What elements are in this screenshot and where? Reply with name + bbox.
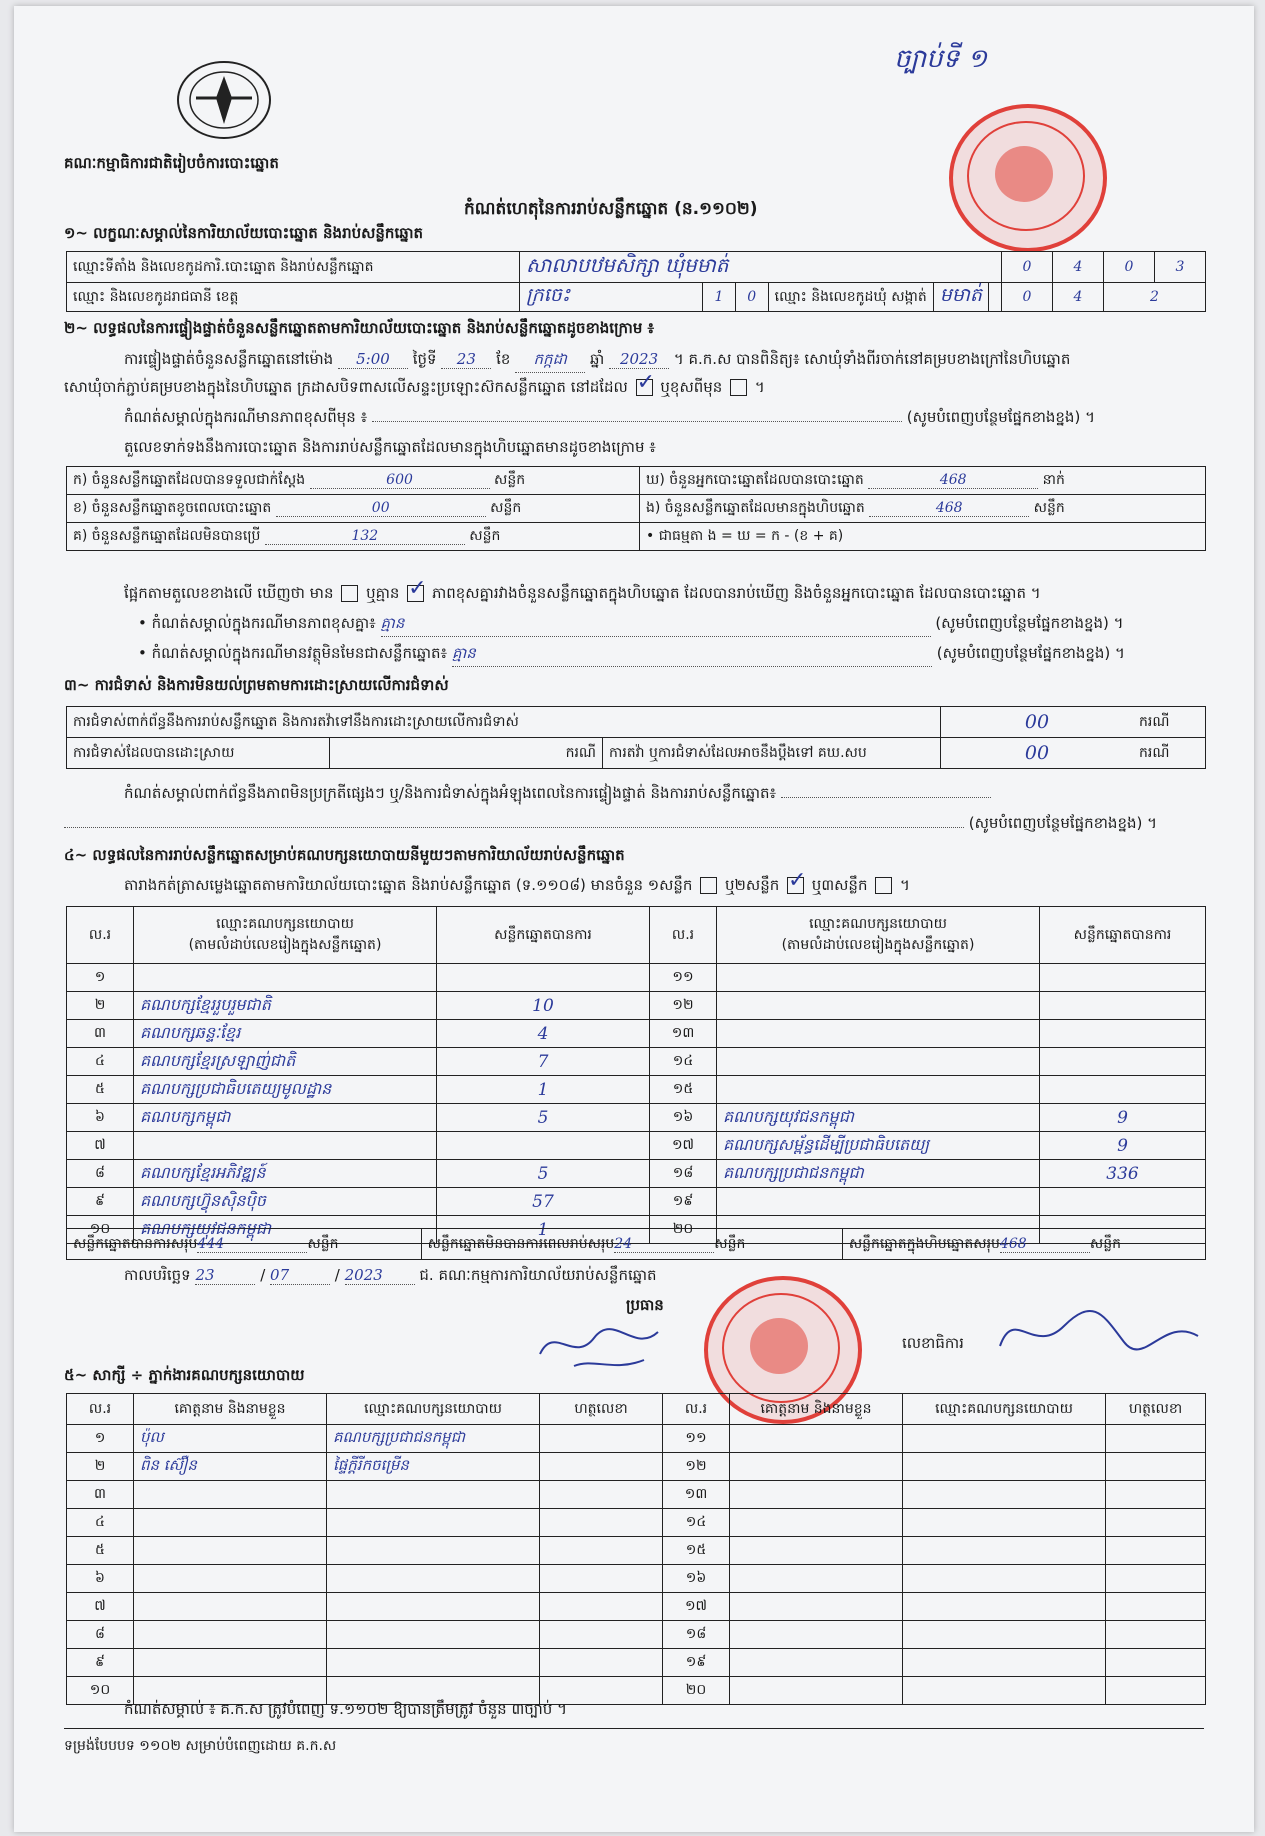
bullet-difference (138, 614, 1124, 637)
unit-label: សន្លឹក (490, 500, 522, 516)
party-name (717, 992, 1040, 1020)
party-votes: 1 (437, 1076, 650, 1104)
total-valid-label: សន្លឹកឆ្នោតបានការសរុប (73, 1235, 198, 1252)
appeals-value: 00 (1024, 742, 1050, 764)
witness-name (730, 1453, 903, 1481)
location-label: ឈ្មោះទីតាំង និងលេខកូដការិ.បោះឆ្នោត និងរាប់សន្លឹកឆ្នោត (67, 252, 520, 283)
two-sheet-checkbox[interactable] (787, 877, 804, 894)
check-time-value: 5:00 (338, 350, 408, 369)
col-party: ឈ្មោះគណបក្សនយោបាយ (809, 916, 947, 932)
party-votes: 10 (437, 992, 650, 1020)
footer-note: កំណត់សម្គាល់ ៖ គ.ក.ស ត្រូវបំពេញ ទ.១១០២ ឱ្យបានត្រឹមត្រូវ ចំនួន ៣ច្បាប់ ។ (124, 1700, 567, 1718)
bullet-objects-label: • កំណត់សម្គាល់ក្នុងករណីមានវត្ថុមិនមែនជាសន្លឹកឆ្នោត៖ (138, 644, 448, 662)
totals-table (66, 1228, 1206, 1260)
commune-code-digit: 0 (1022, 289, 1032, 305)
row-no: ៣ (67, 1020, 134, 1048)
unit-label: សន្លឹក (1089, 1235, 1122, 1252)
table-row (67, 1509, 1206, 1537)
witness-signature (1106, 1425, 1206, 1453)
case-unit: ករណី (1133, 707, 1206, 738)
check-day-value: 23 (441, 350, 491, 369)
party-name: គណបក្សឆន្ទៈខ្មែរ (134, 1020, 437, 1048)
committee-name: គណៈកម្មាធិការជាតិរៀបចំការបោះឆ្នោត (64, 154, 279, 172)
row-no: ២ (67, 992, 134, 1020)
fill-more-note: (សូមបំពេញបន្ថែមផ្នែកខាងខ្នង) ។ (936, 644, 1125, 662)
voters-value: 468 (868, 472, 1038, 489)
witness-name (134, 1593, 327, 1621)
bullet-objects (138, 644, 1125, 667)
row-no: ៧ (67, 1132, 134, 1160)
witness-party (903, 1621, 1106, 1649)
party-votes: 5 (437, 1160, 650, 1188)
row-no: ១៧ (650, 1132, 717, 1160)
difference-prefix: ផ្អែកតាមតួលេខខាងលើ ឃើញថា មាន (124, 584, 334, 602)
resolved-label: ការជំទាស់ដែលបានដោះស្រាយ (67, 738, 330, 769)
voters-label: ឃ) ចំនួនអ្នកបោះឆ្នោតដែលបានបោះឆ្នោត (646, 472, 864, 488)
different-option-label: ឬខុសពីមុន (660, 378, 723, 396)
table-row (67, 1132, 1206, 1160)
party-votes: 4 (437, 1020, 650, 1048)
col-party-sub: (តាមលំដាប់លេខរៀងក្នុងសន្លឹកឆ្នោត) (188, 937, 382, 953)
table-row (67, 1104, 1206, 1132)
province-code-digit: 0 (747, 289, 757, 305)
party-name: គណបក្សយុវជនកម្ពុជា (717, 1104, 1040, 1132)
party-votes (1040, 1048, 1206, 1076)
table-row (67, 1565, 1206, 1593)
party-votes: 336 (1040, 1160, 1206, 1188)
witness-party (327, 1565, 540, 1593)
witness-signature (1106, 1649, 1206, 1677)
party-votes (437, 1132, 650, 1160)
row-no: ៧ (67, 1593, 134, 1621)
objections-label: ការជំទាស់ពាក់ព័ន្ធនឹងការរាប់សន្លឹកឆ្នោត និងការតវ៉ាទៅនឹងការដោះស្រាយលើការជំទាស់ (67, 707, 941, 738)
witness-signature (1106, 1537, 1206, 1565)
witness-name (134, 1565, 327, 1593)
witness-signature (540, 1621, 663, 1649)
case-unit: ករណី (330, 738, 603, 769)
witness-party (903, 1481, 1106, 1509)
row-no: ១៩ (663, 1649, 730, 1677)
witness-signature (540, 1481, 663, 1509)
unit-label: សន្លឹក (1033, 500, 1065, 516)
difference-note-label: កំណត់សម្គាល់ក្នុងករណីមានភាពខុសពីមុន ៖ (124, 408, 368, 426)
secretary-label: លេខាធិការ (902, 1334, 964, 1352)
objections-value: 00 (1024, 711, 1050, 733)
row-no: ១៣ (650, 1020, 717, 1048)
witness-signature (1106, 1565, 1206, 1593)
section5-heading: ៥~ សាក្សី ÷ ភ្នាក់ងារគណបក្សនយោបាយ (64, 1366, 305, 1384)
same-checkbox[interactable] (636, 379, 653, 396)
nec-logo-icon (174, 58, 274, 144)
table-row (67, 964, 1206, 992)
witness-signature (540, 1509, 663, 1537)
table-row (67, 1649, 1206, 1677)
witness-party (903, 1593, 1106, 1621)
witness-party (903, 1565, 1106, 1593)
table-row (67, 1020, 1206, 1048)
commune-label: ឈ្មោះ និងលេខកូដឃុំ សង្កាត់ (768, 283, 933, 311)
table-row (67, 1453, 1206, 1481)
three-sheet-checkbox[interactable] (875, 877, 892, 894)
formula-text: ជាធម្មតា ង = ឃ = ក - (ខ + គ) (658, 528, 844, 544)
row-no: ១៦ (650, 1104, 717, 1132)
party-name: គណបក្សខ្មែរស្រឡាញ់ជាតិ (134, 1048, 437, 1076)
col-party-sub: (តាមលំដាប់លេខរៀងក្នុងសន្លឹកឆ្នោត) (781, 937, 975, 953)
table-row (67, 1425, 1206, 1453)
location-code-digit: 4 (1073, 259, 1083, 275)
witness-party (327, 1481, 540, 1509)
col-sign: ហត្ថលេខា (1106, 1394, 1206, 1425)
row-no: ១២ (650, 992, 717, 1020)
table-row (67, 992, 1206, 1020)
witness-party: ផ្ទៃក្តីរីកចម្រើន (327, 1453, 540, 1481)
seal-status-text: សោឃុំចាក់ភ្ជាប់គម្របខាងក្នុងនៃហិបឆ្នោត ក្រដាសបិទពាសលើសន្ទះប្រឡោះស៊កសន្លឹកឆ្នោត នៅដដែល (64, 378, 628, 396)
appeals-label: ការតវ៉ា ឬការជំទាស់ដែលអាចនឹងប្តឹងទៅ គឃ.សប (603, 738, 941, 769)
witness-party (903, 1677, 1106, 1705)
irregularity-note: កំណត់សម្គាល់ពាក់ព័ន្ធនឹងភាពមិនប្រក្រតីផ្សេងៗ ឬ/និងការជំទាស់ក្នុងអំឡុងពេលនៃការផ្ទៀងផ្ទាត់ និងការរាប់សន្លឹកឆ្នោត៖ (124, 784, 777, 802)
received-label: ក) ចំនួនសន្លឹកឆ្នោតដែលបានទទួលជាក់ស្តែង (73, 472, 306, 488)
total-box-value: 468 (1000, 1236, 1090, 1253)
row-no: ៨ (67, 1160, 134, 1188)
row-no: ៩ (67, 1649, 134, 1677)
party-votes: 7 (437, 1048, 650, 1076)
date-line: កាលបរិច្ឆេទ 23 / 07 / 2023 ជ. គណៈកម្មការការិយាល័យរាប់សន្លឹកឆ្នោត (124, 1266, 657, 1284)
witness-name (730, 1425, 903, 1453)
witness-signature (540, 1425, 663, 1453)
party-votes (1040, 964, 1206, 992)
commune-code-digit: 4 (1073, 289, 1083, 305)
row-no: ១៥ (663, 1537, 730, 1565)
check-time-label: ការផ្ទៀងផ្ទាត់ចំនួនសន្លឹកឆ្នោតនៅម៉ោង (124, 350, 334, 368)
spoiled-value: 00 (276, 500, 486, 517)
no-difference-label: ឬគ្មាន (366, 584, 400, 602)
party-votes (1040, 1076, 1206, 1104)
unit-label: សន្លឹក (714, 1235, 746, 1252)
received-value: 600 (310, 472, 490, 489)
party-votes: 5 (437, 1104, 650, 1132)
witness-name (730, 1481, 903, 1509)
party-name (717, 1188, 1040, 1216)
table-row (67, 1593, 1206, 1621)
location-code-digit: 3 (1175, 259, 1185, 275)
row-no: ១៦ (663, 1565, 730, 1593)
bullet-objects-value: គ្មាន (452, 644, 932, 667)
date-year: 2023 (345, 1266, 415, 1285)
table-row (67, 1481, 1206, 1509)
check-time-line (124, 350, 1070, 373)
party-votes (1040, 992, 1206, 1020)
row-no: ១៧ (663, 1593, 730, 1621)
col-name: គោត្តនាម និងនាមខ្លួន (730, 1394, 903, 1425)
date-label: កាលបរិច្ឆេទ (124, 1266, 191, 1284)
witness-name (730, 1677, 903, 1705)
check-year-value: 2023 (609, 350, 669, 369)
witness-signature (1106, 1509, 1206, 1537)
figures-intro: តួលេខទាក់ទងនឹងការបោះឆ្នោត និងការរាប់សន្លឹកឆ្នោតដែលមានក្នុងហិបឆ្នោតមានដូចខាងក្រោម ៖ (124, 438, 656, 456)
party-name: គណបក្សប្រជាធិបតេយ្យមូលដ្ឋាន (134, 1076, 437, 1104)
row-no: ១៨ (663, 1621, 730, 1649)
secretary-signature-icon (994, 1296, 1204, 1366)
row-no: ៦ (67, 1565, 134, 1593)
chair-label: ប្រធាន (626, 1296, 664, 1314)
table-row (67, 1188, 1206, 1216)
party-name (134, 964, 437, 992)
party-votes (1040, 1020, 1206, 1048)
party-name: គណបក្សហ៊្វុនស៊ិនប៉ិច (134, 1188, 437, 1216)
witness-name: ប៉ុល (134, 1425, 327, 1453)
witness-name (134, 1509, 327, 1537)
check-day-label: ថ្ងៃទី (412, 350, 437, 368)
tally-intro-line: តារាងកត់ត្រាសម្លេងឆ្នោតតាមការិយាល័យបោះឆ្នោត និងរាប់សន្លឹកឆ្នោត (ទ.១១០៨) មានចំនួន ១សន្លឹក ឬ២សន្លឹក ✓ ឬ៣សន្លឹក ។ (124, 876, 910, 898)
corner-note: ច្បាប់ទី ១ (894, 44, 988, 74)
col-party: ឈ្មោះគណបក្សនយោបាយ (327, 1394, 540, 1425)
two-sheet-label: ឬ២សន្លឹក (725, 876, 780, 894)
col-sign: ហត្ថលេខា (540, 1394, 663, 1425)
one-sheet-checkbox[interactable] (700, 877, 717, 894)
total-invalid-label: សន្លឹកឆ្នោតមិនបានការពេលរាប់សរុប (427, 1235, 615, 1252)
witness-signature (540, 1453, 663, 1481)
date-month: 07 (270, 1266, 330, 1285)
difference-line (124, 584, 1041, 606)
location-table (66, 251, 1206, 312)
col-no: ល.រ (650, 907, 717, 964)
row-no: ១៨ (650, 1160, 717, 1188)
row-no: ៤ (67, 1509, 134, 1537)
province-label: ឈ្មោះ និងលេខកូដរាជធានី ខេត្ត (67, 283, 520, 312)
objections-table (66, 706, 1206, 769)
party-name (717, 964, 1040, 992)
unused-value: 132 (265, 528, 465, 545)
location-code-digit: 0 (1022, 259, 1032, 275)
witness-name (730, 1565, 903, 1593)
fill-more-note: (សូមបំពេញបន្ថែមផ្នែកខាងខ្នង) ។ (935, 614, 1124, 632)
bullet-difference-label: • កំណត់សម្គាល់ក្នុងករណីមានភាពខុសគ្នា៖ (138, 614, 376, 632)
witness-party (903, 1537, 1106, 1565)
row-no: ១៩ (650, 1188, 717, 1216)
table-row (67, 1160, 1206, 1188)
row-no: ១៣ (663, 1481, 730, 1509)
witness-signature (1106, 1621, 1206, 1649)
witness-party (903, 1649, 1106, 1677)
witness-name (134, 1621, 327, 1649)
row-no: ១២ (663, 1453, 730, 1481)
three-sheet-label: ឬ៣សន្លឹក (811, 876, 868, 894)
col-no: ល.រ (67, 1394, 134, 1425)
witness-name (730, 1537, 903, 1565)
party-name: គណបក្សខ្មែរអភិវឌ្ឍន៍ (134, 1160, 437, 1188)
check-year-label: ឆ្នាំ (589, 350, 605, 368)
in-box-label: ង) ចំនួនសន្លឹកឆ្នោតដែលមានក្នុងហិបឆ្នោត (646, 500, 865, 516)
row-no: ១០ (67, 1216, 134, 1244)
col-no: ល.រ (67, 907, 134, 964)
witness-name: ពិន ស៊ឿន (134, 1453, 327, 1481)
witness-party (903, 1425, 1106, 1453)
date-day: 23 (195, 1266, 255, 1285)
province-value: ក្រចេះ (526, 284, 571, 306)
fill-more-note: (សូមបំពេញបន្ថែមផ្នែកខាងខ្នង) ។ (968, 814, 1158, 832)
has-difference-checkbox[interactable] (341, 585, 358, 602)
irregularity-continue (64, 814, 1157, 836)
section2-heading: ២~ លទ្ធផលនៃការផ្ទៀងផ្ទាត់ចំនួនសន្លឹកឆ្នោតតាមការិយាល័យបោះឆ្នោត និងរាប់សន្លឹកឆ្នោតដូចខាងក្រោម ៖ (64, 319, 655, 337)
section4-heading: ៤~ លទ្ធផលនៃការរាប់សន្លឹកឆ្នោតសម្រាប់គណបក្សនយោបាយនីមួយៗតាមការិយាល័យរាប់សន្លឹកឆ្នោត (64, 846, 625, 864)
case-unit: ករណី (1133, 738, 1206, 769)
location-code-digit: 0 (1124, 259, 1134, 275)
row-no: ១១ (650, 964, 717, 992)
witness-name (134, 1481, 327, 1509)
witness-party (903, 1453, 1106, 1481)
party-votes (437, 964, 650, 992)
witness-party (327, 1621, 540, 1649)
row-no: ២០ (650, 1216, 717, 1244)
row-no: ១៤ (650, 1048, 717, 1076)
in-box-value: 468 (869, 500, 1029, 517)
col-no: ល.រ (663, 1394, 730, 1425)
witness-signature (540, 1649, 663, 1677)
row-no: ១៥ (650, 1076, 717, 1104)
unit-label: សន្លឹក (469, 528, 501, 544)
party-votes: 9 (1040, 1104, 1206, 1132)
witness-party: គណបក្សប្រជាជនកម្ពុជា (327, 1425, 540, 1453)
unused-label: គ) ចំនួនសន្លឹកឆ្នោតដែលមិនបានប្រើ (73, 528, 261, 544)
witness-party (327, 1593, 540, 1621)
row-no: ១០ (67, 1677, 134, 1705)
row-no: ១៤ (663, 1509, 730, 1537)
party-name (717, 1020, 1040, 1048)
section3-heading: ៣~ ការជំទាស់ និងការមិនយល់ព្រមតាមការដោះស្រាយលើការជំទាស់ (64, 676, 449, 694)
total-valid-value: 444 (197, 1236, 307, 1253)
party-name: គណបក្សប្រជាជនកម្ពុជា (717, 1160, 1040, 1188)
witness-signature (540, 1537, 663, 1565)
total-invalid-value: 24 (614, 1236, 714, 1253)
witness-signature (1106, 1677, 1206, 1705)
total-box-label: សន្លឹកឆ្នោតក្នុងហិបឆ្នោតសរុប (848, 1235, 1000, 1252)
chair-signature-icon (534, 1314, 664, 1374)
witness-name (134, 1537, 327, 1565)
col-votes: សន្លឹកឆ្នោតបានការ (437, 907, 650, 964)
unit-label: នាក់ (1042, 472, 1065, 488)
row-no: ២ (67, 1453, 134, 1481)
page-title: កំណត់ហេតុនៃការរាប់សន្លឹកឆ្នោត (ន.១១០២) (464, 199, 758, 219)
row-no: ៥ (67, 1076, 134, 1104)
witness-table (66, 1393, 1206, 1705)
witness-name (730, 1649, 903, 1677)
party-votes: 57 (437, 1188, 650, 1216)
row-no: ២០ (663, 1677, 730, 1705)
difference-text: ភាពខុសគ្នារវាងចំនួនសន្លឹកឆ្នោតក្នុងហិបឆ្នោត ដែលបានរាប់ឃើញ និងចំនួនអ្នកបោះឆ្នោត ដែលបានបោះឆ្នោត ។ (431, 584, 1041, 602)
witness-name (134, 1649, 327, 1677)
row-no: ១ (67, 964, 134, 992)
witness-party (903, 1509, 1106, 1537)
spoiled-label: ខ) ចំនួនសន្លឹកឆ្នោតខូចពេលបោះឆ្នោត (73, 500, 272, 516)
form-sheet (14, 6, 1254, 1832)
bullet-difference-value: គ្មាន (381, 614, 931, 637)
party-votes (1040, 1188, 1206, 1216)
witness-name (730, 1621, 903, 1649)
check-text: ។ គ.ក.ស បានពិនិត្យ៖ សោឃុំទាំងពីរចាក់នៅគម្របខាងក្រៅនៃហិបឆ្នោត (673, 350, 1071, 368)
row-no: ៩ (67, 1188, 134, 1216)
difference-note-line (124, 408, 1095, 430)
table-row (67, 1621, 1206, 1649)
witness-signature (540, 1593, 663, 1621)
table-row (67, 1537, 1206, 1565)
col-name: គោត្តនាម និងនាមខ្លួន (134, 1394, 327, 1425)
witness-party (327, 1649, 540, 1677)
party-name (134, 1132, 437, 1160)
witness-signature (540, 1565, 663, 1593)
col-party: ឈ្មោះគណបក្សនយោបាយ (903, 1394, 1106, 1425)
row-no: ៦ (67, 1104, 134, 1132)
witness-signature (1106, 1453, 1206, 1481)
committee-label: ជ. គណៈកម្មការការិយាល័យរាប់សន្លឹកឆ្នោត (419, 1266, 657, 1284)
different-checkbox[interactable] (730, 379, 747, 396)
results-table (66, 906, 1206, 1244)
row-no: ៣ (67, 1481, 134, 1509)
row-no: ១១ (663, 1425, 730, 1453)
party-name: គណបក្សយុវជនកម្ពុជា (134, 1216, 437, 1244)
table-row (67, 1048, 1206, 1076)
footer-form-label: ទម្រង់បែបបទ ១១០២ សម្រាប់បំពេញដោយ គ.ក.ស (64, 1738, 337, 1754)
row-no: ៤ (67, 1048, 134, 1076)
party-name: គណបក្សសម្ព័ន្ធដើម្បីប្រជាធិបតេយ្យ (717, 1132, 1040, 1160)
tally-intro: តារាងកត់ត្រាសម្លេងឆ្នោតតាមការិយាល័យបោះឆ្នោត និងរាប់សន្លឹកឆ្នោត (ទ.១១០៨) មានចំនួន ១សន្លឹក (124, 876, 693, 894)
witness-party (327, 1509, 540, 1537)
witness-signature (1106, 1593, 1206, 1621)
row-no: ៨ (67, 1621, 134, 1649)
col-party: ឈ្មោះគណបក្សនយោបាយ (216, 916, 354, 932)
unit-label: សន្លឹក (494, 472, 526, 488)
row-no: ៥ (67, 1537, 134, 1565)
irregularity-note-line (124, 784, 991, 806)
col-votes: សន្លឹកឆ្នោតបានការ (1040, 907, 1206, 964)
party-votes: 1 (437, 1216, 650, 1244)
party-name: គណបក្សខ្មែររួបរួមជាតិ (134, 992, 437, 1020)
party-name (717, 1076, 1040, 1104)
party-votes: 9 (1040, 1132, 1206, 1160)
table-row (67, 1076, 1206, 1104)
commune-value: មមាត់ (939, 284, 982, 306)
witness-name (730, 1593, 903, 1621)
official-seal-icon (949, 104, 1107, 252)
commune-code-digit: 2 (1150, 289, 1159, 305)
unit-label: សន្លឹក (307, 1235, 339, 1252)
witness-name (730, 1509, 903, 1537)
check-month-value: កក្កដា (515, 350, 585, 373)
seal-status-line: សោឃុំចាក់ភ្ជាប់គម្របខាងក្នុងនៃហិបឆ្នោត ក្រដាសបិទពាសលើសន្ទះប្រឡោះស៊កសន្លឹកឆ្នោត នៅដដែល ✓ ឬខុសពីមុន ។ (64, 378, 765, 400)
witness-party (327, 1537, 540, 1565)
footer-divider (64, 1728, 1204, 1729)
province-code-digit: 1 (714, 289, 724, 305)
party-name: គណបក្សកម្ពុជា (134, 1104, 437, 1132)
check-month-label: ខែ (496, 350, 511, 368)
party-name (717, 1048, 1040, 1076)
no-difference-checkbox[interactable] (407, 585, 424, 602)
figures-table: ក) ចំនួនសន្លឹកឆ្នោតដែលបានទទួលជាក់ស្តែង 600 សន្លឹក ឃ) ចំនួនអ្នកបោះឆ្នោតដែលបានបោះឆ្នោត 468 នាក់ ខ) ចំនួនសន្លឹកឆ្នោតខូចពេលបោះឆ្នោត 00 សន្លឹក ង) ចំនួនសន្លឹកឆ្នោតដែលមានក្នុងហិបឆ្នោត 468 សន្លឹក គ) ចំនួនសន្លឹកឆ្នោតដែលមិនបានប្រើ 132 សន្លឹក • ជាធម្មតា ង = ឃ = ក - (ខ + គ) (66, 466, 1206, 551)
section1-heading: ១~ លក្ខណៈសម្គាល់នៃការិយាល័យបោះឆ្នោត និងរាប់សន្លឹកឆ្នោត (64, 224, 424, 242)
witness-signature (1106, 1481, 1206, 1509)
row-no: ១ (67, 1425, 134, 1453)
fill-more-note: (សូមបំពេញបន្ថែមផ្នែកខាងខ្នង) ។ (906, 408, 1095, 426)
location-value: សាលាបឋមសិក្សា ឃុំមមាត់ (526, 253, 729, 277)
